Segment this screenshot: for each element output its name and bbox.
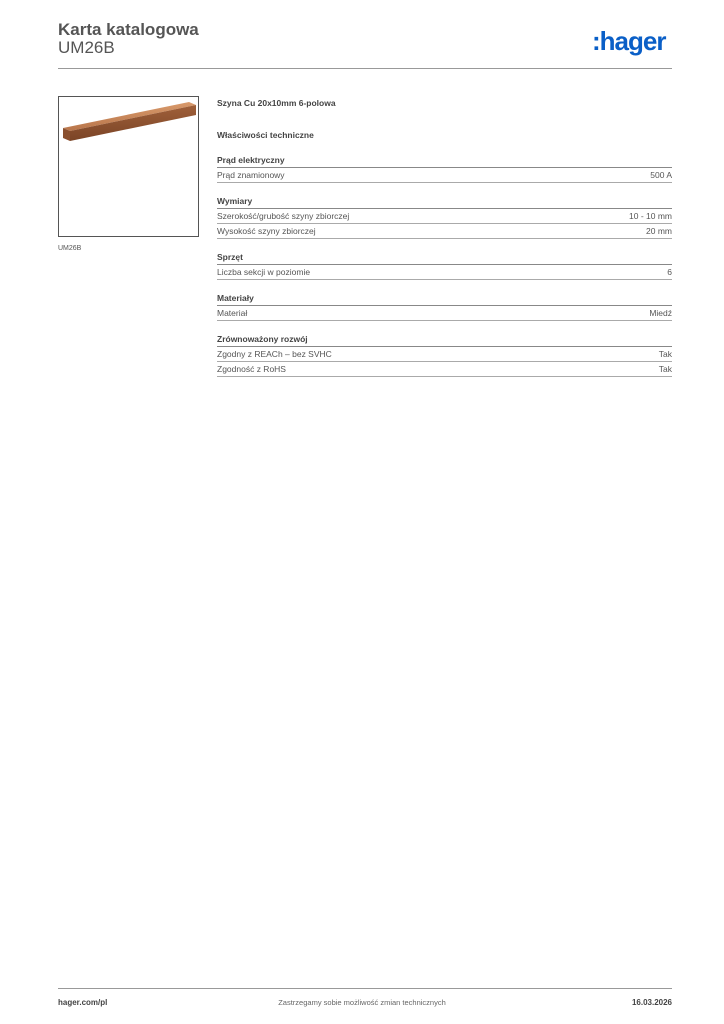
image-caption: UM26B (58, 245, 82, 252)
spec-value: Miedź (649, 308, 672, 318)
tech-specs (217, 96, 672, 377)
section-title: Materiały (217, 292, 672, 306)
header-divider (58, 68, 672, 69)
spec-row (217, 347, 672, 362)
spec-label: Wysokość szyny zbiorczej (217, 226, 316, 236)
product-name: Szyna Cu 20x10mm 6-polowa (217, 98, 336, 108)
spec-section-sustainability (217, 333, 672, 377)
spec-label: Materiał (217, 308, 248, 318)
spec-section-equipment (217, 251, 672, 280)
section-title: Prąd elektryczny (217, 154, 672, 168)
spec-value: Tak (658, 349, 672, 359)
spec-row (217, 265, 672, 280)
spec-value: 500 A (650, 170, 672, 180)
spec-section-dimensions (217, 195, 672, 239)
footer-website: hager.com/pl (58, 998, 108, 1007)
spec-label: Szerokość/grubość szyny zbiorczej (217, 211, 350, 221)
spec-row (217, 168, 672, 183)
spec-value: 10 - 10 mm (629, 211, 672, 221)
footer-disclaimer: Zastrzegamy sobie możliwość zmian technicznych (278, 998, 446, 1007)
spec-label: Prąd znamionowy (217, 170, 285, 180)
spec-row (217, 306, 672, 321)
logo-text: :hager (592, 28, 666, 56)
section-title: Zrównoważony rozwój (217, 333, 672, 347)
spec-value: 6 (667, 267, 672, 277)
hager-logo (592, 28, 674, 58)
spec-label: Liczba sekcji w poziomie (217, 267, 311, 277)
document-title: Karta katalogowa (58, 20, 199, 39)
tech-properties-heading: Właściwości techniczne (217, 130, 314, 140)
product-code: UM26B (58, 38, 115, 57)
spec-value: Tak (658, 364, 672, 374)
copper-busbar-image (59, 97, 198, 236)
spec-label: Zgodność z RoHS (217, 364, 286, 374)
spec-label: Zgodny z REACh – bez SVHC (217, 349, 332, 359)
spec-section-current (217, 154, 672, 183)
product-image-frame (58, 96, 199, 237)
spec-row (217, 209, 672, 224)
footer-date: 16.03.2026 (631, 998, 672, 1007)
footer-divider (58, 988, 672, 989)
spec-row (217, 224, 672, 239)
spec-value: 20 mm (646, 226, 672, 236)
section-title: Wymiary (217, 195, 672, 209)
spec-section-materials (217, 292, 672, 321)
section-title: Sprzęt (217, 251, 672, 265)
spec-row (217, 362, 672, 377)
